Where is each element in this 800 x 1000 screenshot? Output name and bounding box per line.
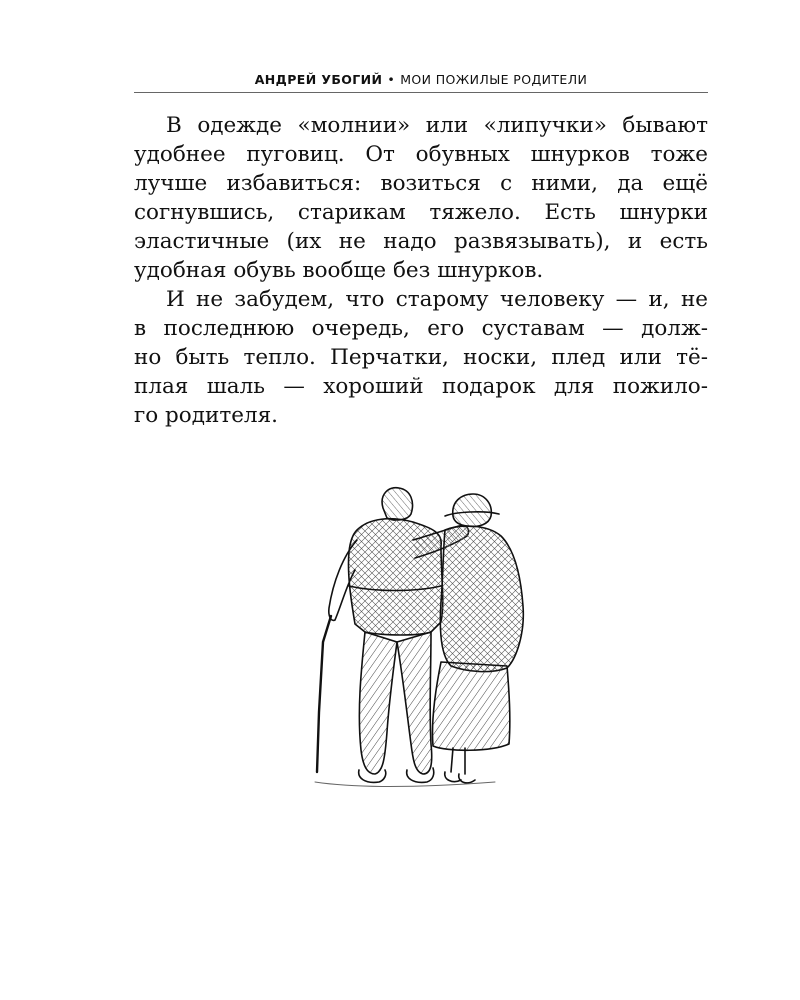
header-author: АНДРЕЙ УБОГИЙ [254, 72, 383, 87]
header-separator: • [387, 72, 396, 87]
paragraph-2 [134, 285, 708, 430]
text-line: И не забудем, что старому человеку — и, не [166, 287, 708, 312]
text-line: го родителя. [134, 403, 278, 428]
text-line: в последнюю очередь, его суставам — долж- [134, 316, 708, 341]
body-text [134, 111, 708, 430]
text-line: В одежде «молнии» или «липучки» бывают [166, 113, 708, 138]
text-line: но быть тепло. Перчатки, носки, плед или тё- [134, 345, 708, 370]
text-line: плая шаль — хороший подарок для пожило- [134, 374, 708, 399]
header-book-title: МОИ ПОЖИЛЫЕ РОДИТЕЛИ [400, 72, 588, 87]
text-line: удобная обувь вообще без шнурков. [134, 258, 544, 283]
elderly-couple-illustration [295, 482, 535, 802]
text-line: эластичные (их не надо развязывать), и есть [134, 229, 708, 254]
text-line: лучше избавиться: возиться с ними, да ещё [134, 171, 708, 196]
running-header [134, 70, 708, 93]
paragraph-1 [134, 111, 708, 285]
text-line: удобнее пуговиц. От обувных шнурков тоже [134, 142, 708, 167]
text-line: согнувшись, старикам тяжело. Есть шнурки [134, 200, 708, 225]
